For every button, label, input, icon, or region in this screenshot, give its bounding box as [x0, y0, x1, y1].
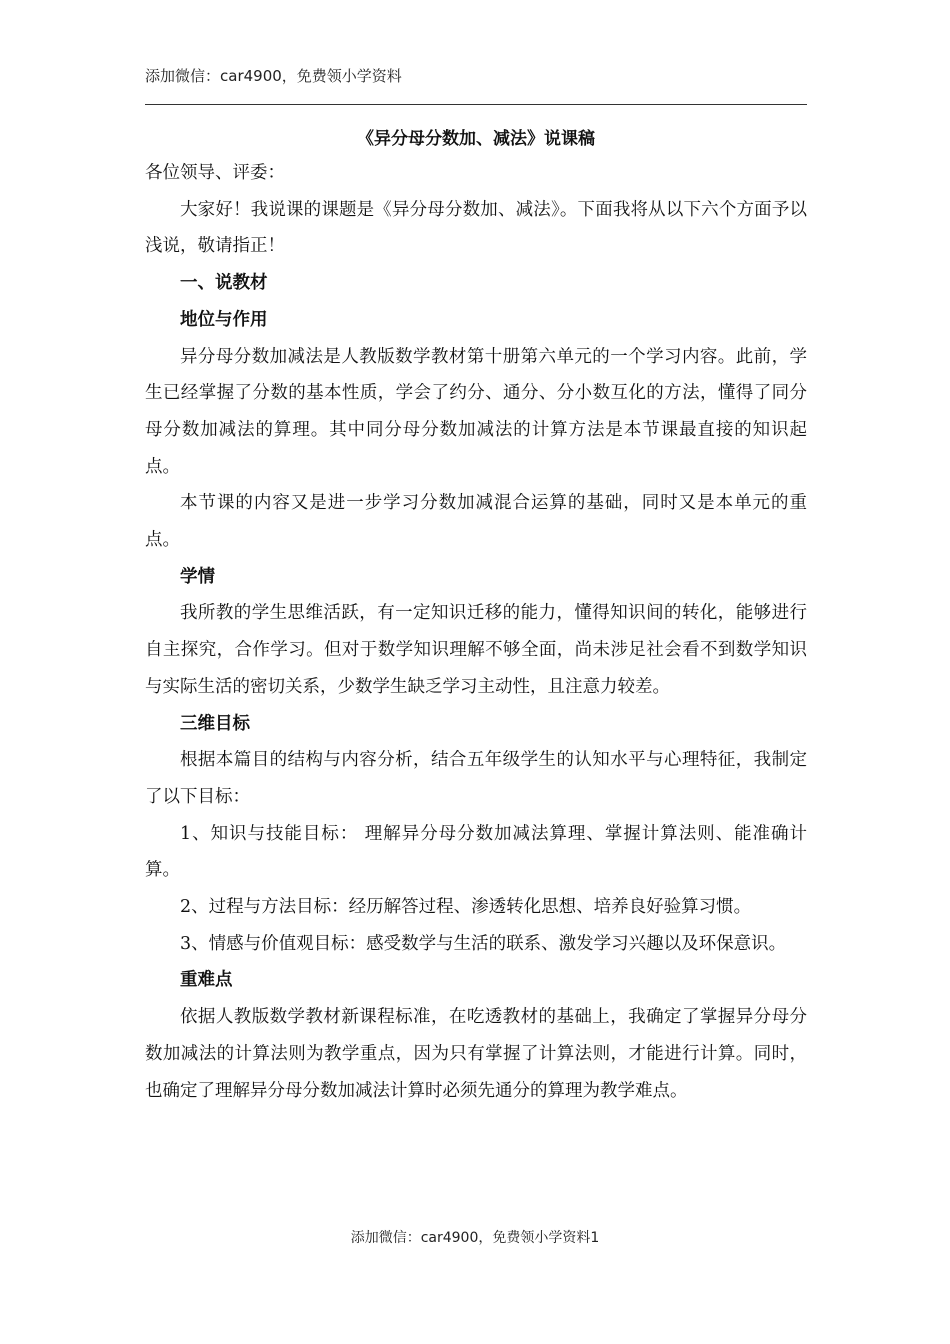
subheading-students: 学情 — [180, 566, 215, 587]
students-paragraph: 我所教的学生思维活跃，有一定知识迁移的能力，懂得知识间的转化，能够进行自主探究，合作学习。但对于数学知识理解不够全面，尚未涉足社会看不到数学知识与实际生活的密切关系，少数学生缺乏学习主动性，且注意力较差。 — [145, 603, 807, 697]
subheading-position: 地位与作用 — [180, 309, 268, 330]
document-body — [145, 155, 807, 1109]
position-paragraph-2: 本节课的内容又是进一步学习分数加减混合运算的基础，同时又是本单元的重点。 — [145, 493, 807, 551]
position-paragraph-1: 异分母分数加减法是人教版数学教材第十册第六单元的一个学习内容。此前，学生已经掌握了分数的基本性质，学会了约分、通分、分小数互化的方法，懂得了同分母分数加减法的算理。其中同分母分数加减法的计算方法是本节课最直接的知识起点。 — [145, 346, 807, 477]
keypoints-paragraph: 依据人教版数学教材新课程标准，在吃透教材的基础上，我确定了掌握异分母分数加减法的计算法则为教学重点，因为只有掌握了计算法则，才能进行计算。同时，也确定了理解异分母分数加减法计算时必须先通分的算理为教学难点。 — [145, 1007, 807, 1101]
subheading-keypoints: 重难点 — [180, 970, 233, 991]
intro-paragraph: 大家好！我说课的课题是《异分母分数加、减法》。下面我将从以下六个方面予以浅说，敬请指正！ — [145, 199, 807, 257]
header-note: 添加微信：car4900，免费领小学资料 — [145, 67, 402, 85]
section-heading-textbook: 一、说教材 — [180, 273, 268, 294]
goal-item-1: 1、知识与技能目标： 理解异分母分数加减法算理、掌握计算法则、能准确计算。 — [145, 823, 807, 881]
document-title: 《异分母分数加、减法》说课稿 — [357, 129, 595, 149]
goal-item-3: 3、情感与价值观目标：感受数学与生活的联系、激发学习兴趣以及环保意识。 — [180, 933, 787, 954]
footer-note: 添加微信：car4900，免费领小学资料1 — [350, 1230, 600, 1246]
goal-item-2: 2、过程与方法目标：经历解答过程、渗透转化思想、培养良好验算习惯。 — [180, 897, 752, 918]
goals-intro-paragraph: 根据本篇目的结构与内容分析，结合五年级学生的认知水平与心理特征，我制定了以下目标： — [145, 750, 807, 807]
subheading-goals: 三维目标 — [180, 713, 250, 734]
salutation: 各位领导、评委： — [145, 163, 285, 183]
header-divider — [145, 104, 807, 105]
